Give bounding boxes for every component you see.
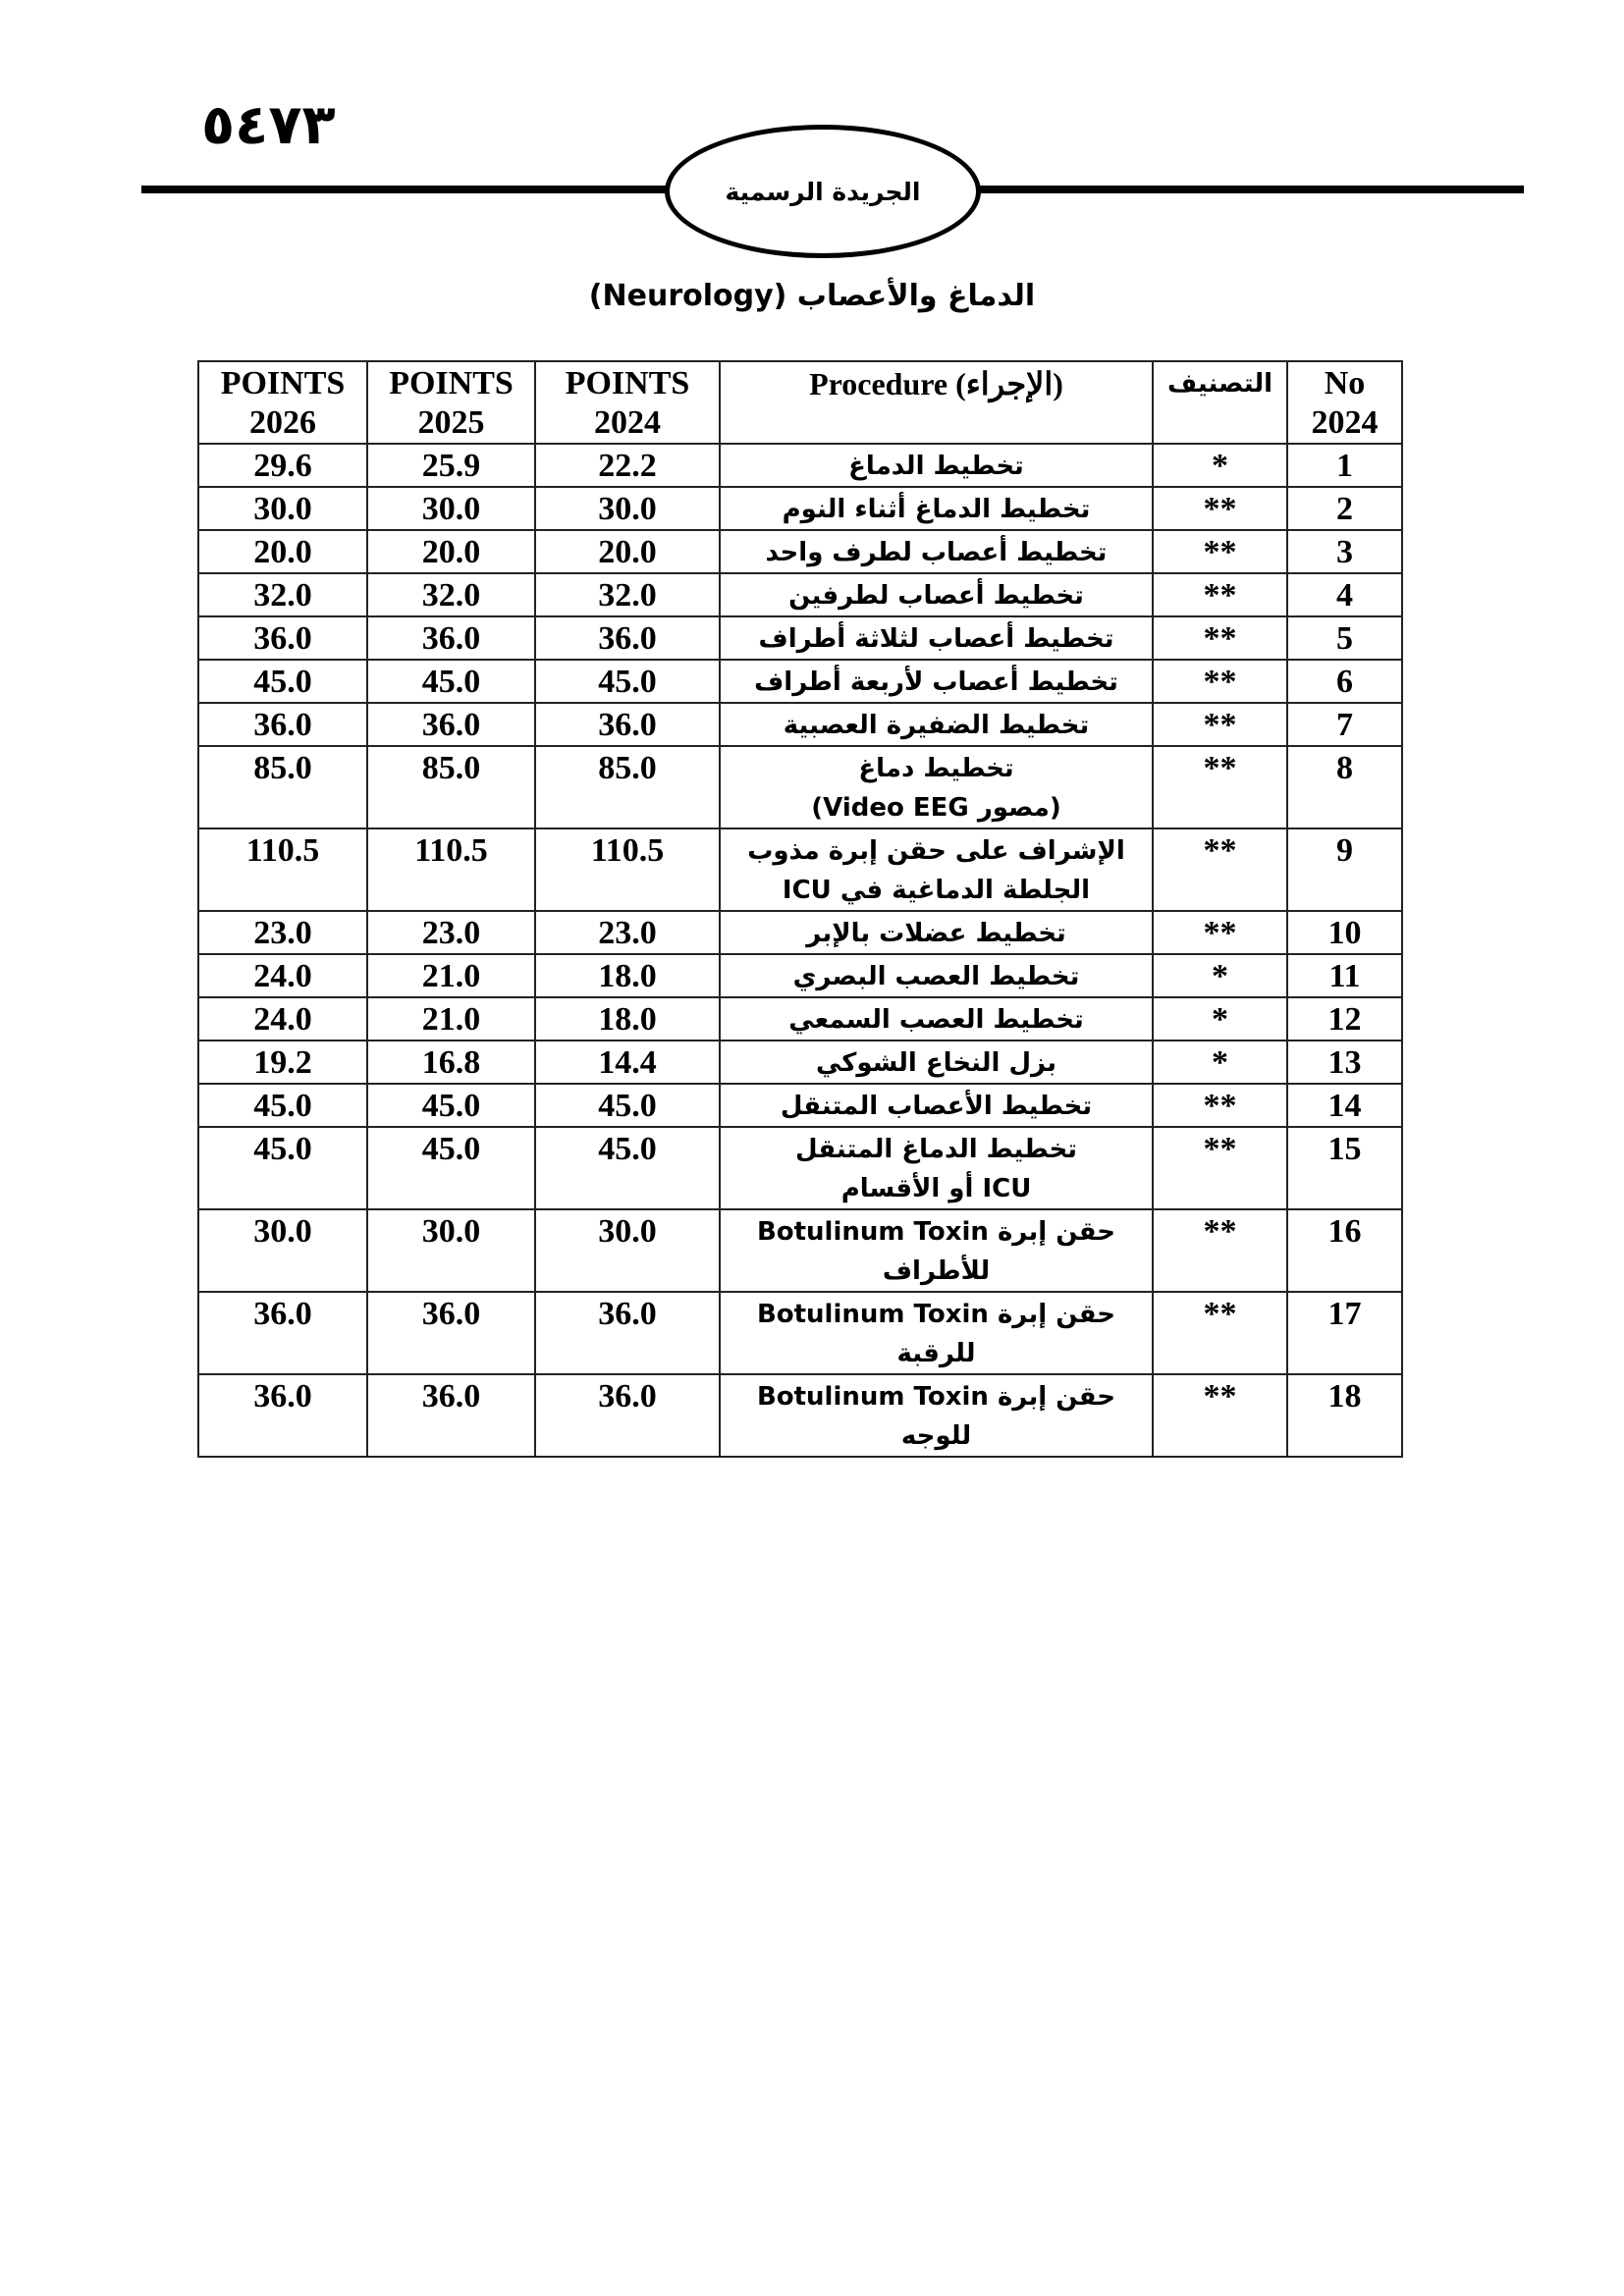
points-2026-cell: 19.2 [198,1041,367,1084]
page-number: ٥٤٧٣ [201,93,336,157]
number-cell: 8 [1287,746,1402,828]
number-cell: 18 [1287,1374,1402,1457]
points-2025-cell: 30.0 [367,1209,535,1292]
points-2025-cell: 16.8 [367,1041,535,1084]
procedure-line: تخطيط الأعصاب المتنقل [780,1092,1093,1121]
procedure-line: للوجه [900,1421,972,1451]
number-cell: 2 [1287,487,1402,530]
number-cell: 11 [1287,954,1402,997]
points-2026-cell: 32.0 [198,573,367,616]
points-2024-cell: 30.0 [535,1209,720,1292]
points-2024-cell: 45.0 [535,1084,720,1127]
points-2024-cell: 23.0 [535,911,720,954]
points-2024-cell: 20.0 [535,530,720,573]
points-2026-cell: 36.0 [198,1374,367,1457]
table-row [198,616,1402,660]
points-2025-cell: 36.0 [367,703,535,746]
points-2025-cell: 20.0 [367,530,535,573]
procedure-line: حقن إبرة Botulinum Toxin [756,1217,1116,1247]
header-points-2025 [367,361,535,444]
header-label: POINTS [389,365,514,401]
procedure-line: تخطيط الضفيرة العصبية [783,711,1090,740]
points-2025-cell: 21.0 [367,997,535,1041]
points-2025-cell: 23.0 [367,911,535,954]
procedure-line: الجلطة الدماغية في ICU [782,876,1091,905]
procedure-cell [720,1209,1153,1292]
points-2024-cell: 14.4 [535,1041,720,1084]
procedure-line: تخطيط دماغ [858,754,1014,783]
classification-cell: ** [1153,746,1287,828]
classification-cell: * [1153,1041,1287,1084]
points-2024-cell: 30.0 [535,487,720,530]
procedure-line: تخطيط الدماغ [848,452,1024,481]
procedure-cell [720,1292,1153,1374]
points-2025-cell: 25.9 [367,444,535,487]
points-2026-cell: 23.0 [198,911,367,954]
number-cell: 4 [1287,573,1402,616]
points-2026-cell: 36.0 [198,1292,367,1374]
procedure-line: تخطيط العصب السمعي [788,1005,1084,1035]
procedure-line: (مصور Video EEG) [811,793,1061,823]
table-row [198,703,1402,746]
procedure-cell [720,911,1153,954]
procedure-cell [720,530,1153,573]
gazette-title: الجريدة الرسمية [725,177,921,206]
table-row [198,1374,1402,1457]
classification-cell: ** [1153,487,1287,530]
table-row [198,1041,1402,1084]
header-label: No [1324,365,1366,401]
number-cell: 3 [1287,530,1402,573]
header-year: 2026 [249,404,316,441]
points-2026-cell: 36.0 [198,616,367,660]
table-row [198,1127,1402,1209]
classification-cell: * [1153,444,1287,487]
number-cell: 7 [1287,703,1402,746]
header-year: 2025 [417,404,485,441]
procedure-cell [720,660,1153,703]
section-title: الدماغ والأعصاب (Neurology) [588,279,1036,313]
table-row [198,954,1402,997]
number-cell: 17 [1287,1292,1402,1374]
points-2025-cell: 30.0 [367,487,535,530]
points-2025-cell: 85.0 [367,746,535,828]
classification-cell: ** [1153,1292,1287,1374]
procedure-line: تخطيط الدماغ أثناء النوم [782,495,1091,524]
header-label: POINTS [565,365,690,401]
table-row [198,660,1402,703]
number-cell: 13 [1287,1041,1402,1084]
procedure-cell [720,616,1153,660]
points-2026-cell: 24.0 [198,954,367,997]
points-2024-cell: 18.0 [535,954,720,997]
points-2026-cell: 45.0 [198,660,367,703]
procedure-line: بزل النخاع الشوكي [815,1048,1056,1078]
classification-cell: ** [1153,660,1287,703]
gazette-title-ellipse [665,125,981,258]
classification-cell: ** [1153,530,1287,573]
points-2025-cell: 32.0 [367,573,535,616]
procedure-cell [720,1127,1153,1209]
points-2024-cell: 36.0 [535,616,720,660]
classification-cell: ** [1153,1084,1287,1127]
points-2024-cell: 36.0 [535,703,720,746]
number-cell: 6 [1287,660,1402,703]
points-2025-cell: 36.0 [367,1374,535,1457]
points-2026-cell: 110.5 [198,828,367,911]
classification-cell: ** [1153,616,1287,660]
table-row [198,573,1402,616]
procedure-cell [720,1041,1153,1084]
header-points-2024 [535,361,720,444]
procedure-cell [720,703,1153,746]
procedure-line: تخطيط الدماغ المتنقل [795,1135,1077,1164]
number-cell: 1 [1287,444,1402,487]
points-2024-cell: 36.0 [535,1374,720,1457]
classification-cell: ** [1153,1209,1287,1292]
procedure-line: تخطيط أعصاب لأربعة أطراف [754,667,1118,697]
procedure-cell [720,828,1153,911]
procedure-line: تخطيط أعصاب لطرفين [788,581,1084,611]
points-2025-cell: 21.0 [367,954,535,997]
points-2026-cell: 30.0 [198,1209,367,1292]
number-cell: 9 [1287,828,1402,911]
points-2025-cell: 45.0 [367,660,535,703]
procedure-line: تخطيط أعصاب لثلاثة أطراف [758,624,1114,654]
procedure-line: تخطيط أعصاب لطرف واحد [765,538,1108,567]
table-row [198,1084,1402,1127]
number-cell: 12 [1287,997,1402,1041]
procedure-line: للرقبة [896,1339,976,1368]
table-row [198,1209,1402,1292]
procedure-line: حقن إبرة Botulinum Toxin [756,1382,1116,1412]
procedure-line: الإشراف على حقن إبرة مذوب [747,836,1125,866]
points-2024-cell: 36.0 [535,1292,720,1374]
number-cell: 10 [1287,911,1402,954]
procedures-table [197,360,1403,1458]
points-2025-cell: 110.5 [367,828,535,911]
points-2026-cell: 85.0 [198,746,367,828]
procedure-cell [720,573,1153,616]
procedure-cell [720,954,1153,997]
number-cell: 5 [1287,616,1402,660]
points-2024-cell: 32.0 [535,573,720,616]
classification-cell: ** [1153,573,1287,616]
points-2025-cell: 45.0 [367,1084,535,1127]
procedure-cell [720,487,1153,530]
points-2026-cell: 30.0 [198,487,367,530]
table-row [198,487,1402,530]
table-row [198,1292,1402,1374]
procedure-cell [720,997,1153,1041]
header-classification: التصنيف [1153,361,1287,444]
table-row [198,444,1402,487]
points-2024-cell: 18.0 [535,997,720,1041]
points-2024-cell: 45.0 [535,1127,720,1209]
points-2025-cell: 36.0 [367,1292,535,1374]
procedure-cell [720,444,1153,487]
classification-cell: * [1153,954,1287,997]
header-no [1287,361,1402,444]
number-cell: 14 [1287,1084,1402,1127]
procedure-cell [720,1084,1153,1127]
classification-cell: ** [1153,703,1287,746]
points-2024-cell: 22.2 [535,444,720,487]
points-2025-cell: 36.0 [367,616,535,660]
header-points-2026 [198,361,367,444]
header-label: POINTS [220,365,346,401]
points-2026-cell: 36.0 [198,703,367,746]
procedure-line: تخطيط العصب البصري [792,962,1080,991]
table-row [198,997,1402,1041]
procedure-cell [720,1374,1153,1457]
table-row [198,530,1402,573]
header-year: 2024 [594,404,661,441]
table-header-row [198,361,1402,444]
points-2026-cell: 45.0 [198,1127,367,1209]
points-2024-cell: 110.5 [535,828,720,911]
classification-cell: ** [1153,911,1287,954]
classification-cell: ** [1153,1374,1287,1457]
points-2026-cell: 20.0 [198,530,367,573]
points-2026-cell: 24.0 [198,997,367,1041]
procedure-line: حقن إبرة Botulinum Toxin [756,1300,1116,1329]
procedure-cell [720,746,1153,828]
classification-cell: ** [1153,828,1287,911]
classification-cell: ** [1153,1127,1287,1209]
points-2024-cell: 45.0 [535,660,720,703]
points-2025-cell: 45.0 [367,1127,535,1209]
header-procedure: Procedure (الإجراء) [720,361,1153,444]
points-2026-cell: 45.0 [198,1084,367,1127]
table-row [198,828,1402,911]
header-year: 2024 [1311,404,1379,441]
table-row [198,746,1402,828]
procedure-line: للأطراف [882,1256,991,1286]
procedure-line: تخطيط عضلات بالإبر [806,919,1066,948]
number-cell: 16 [1287,1209,1402,1292]
number-cell: 15 [1287,1127,1402,1209]
table-row [198,911,1402,954]
points-2026-cell: 29.6 [198,444,367,487]
procedure-line: ICU أو الأقسام [840,1174,1032,1203]
classification-cell: * [1153,997,1287,1041]
points-2024-cell: 85.0 [535,746,720,828]
